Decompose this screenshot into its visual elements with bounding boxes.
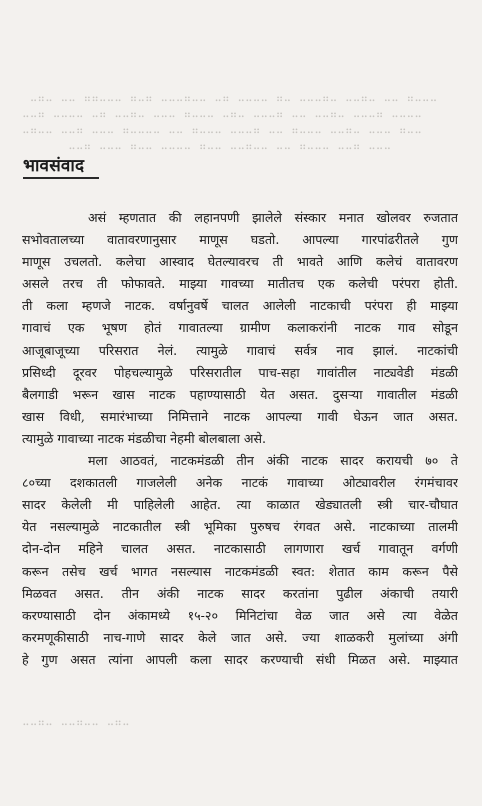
show-through-text-bottom: ⣀⣀⣤⣀⠀⣀⣀⣤⣀⣀⠀⣀⣤⣀⠀⠀ xyxy=(22,714,146,726)
text-line: करून तसेच खर्च भागत नसल्यास नाटकमंडळी स्वत: शेतात काम करून पैसे xyxy=(22,563,458,579)
body-text xyxy=(22,207,458,671)
text-line: असले तरच ती फोफावते. माझ्या गावच्या मातीतच एक कलेची परंपरा होती. xyxy=(22,276,458,292)
text-line: असं म्हणतात की लहानपणी झालेले संस्कार मनात खोलवर रुजतात xyxy=(88,210,458,225)
text-line: त्यामुळे गावाच्या नाटक मंडळीचा नेहमी बोलबाला असे. xyxy=(22,430,266,446)
text-line: येत नसल्यामुळे नाटकातील स्त्री भूमिका पुरुषच रंगवत असे. नाटकाच्या तालमी xyxy=(22,519,458,535)
section-heading: भावसंवाद xyxy=(23,156,85,176)
show-through-text-top: ⠀⣀⣤⣀⠀⣀⣀⠀⣤⣤⣀⣀⣀⠀⣤⣀⣤⠀⣀⣀⣀⣤⣀⣀⠀⣀⣤⠀⣀⣀⣀⣀⠀⣤⣀⠀⣀⣀⣀⣤⣀⠀⣀⣀⣤⣀⠀⣀⣀⠀⣤⣀⣀⣀ ⣀⣀⣤⠀⣀⣀⣀⣀⠀⣀⣤⠀⣀⣀⣤⣀⠀⣀⣀⣀⠀⣤⣀⣀⣀⠀⣀⣤⣀⠀⣀⣀⣀⣤⠀⣀⣀⠀⣀⣀⣤⣀⠀⣀⣀⣀⣤⠀⣀⣀⣀⣀ ⣀⣤⣀⣀⠀⣀⣀⣤⠀⣀⣀⣀⠀⣤⣀⣀⣀⣀⠀⣀⣀⠀⣤⣀⣀⣀⠀⣀⣀⣀⣤⠀⣀⣀⠀⣤⣀⣀⣀⠀⣀⣀⣤⣀⠀⣀⣀⣀⠀⣤⣀⣀ ⠀⠀⠀⠀⠀⠀⣀⣀⣤⠀⣀⣀⣀⠀⣤⣀⣀⠀⣀⣀⣀⣀⠀⣤⣀⣀⠀⣀⣀⣤⣀⣀⠀⣀⣀⠀⣤⣀⣀⣀⠀⣀⣀⣤⠀⣀⣀⣀ xyxy=(22,90,438,150)
text-line: माणूस उचलतो. कलेचा आस्वाद घेतल्यावरच ती भावते आणि कलेचं वातावरण xyxy=(22,254,458,270)
text-line: आजूबाजूच्या परिसरात नेलं. त्यामुळे गावाचं सर्वत्र नाव झालं. नाटकांची xyxy=(22,342,458,358)
text-line: बैलगाडी भरून खास नाटक पहाण्यासाठी येत असत. दुसऱ्या गावातील मंडळी xyxy=(22,386,458,402)
heading-underline xyxy=(23,177,99,179)
text-line: दोन-दोन महिने चालत असत. नाटकासाठी लागणारा खर्च गावातून वर्गणी xyxy=(22,541,458,557)
text-line: मला आठवतं, नाटकमंडळी तीन अंकी नाटक सादर करायची ७० ते xyxy=(88,453,458,469)
text-line: गावाचं एक भूषण होतं गावातल्या ग्रामीण कलाकरांनी नाटक गाव सोडून xyxy=(22,320,458,336)
text-line: करण्यासाठी दोन अंकामध्ये १५-२० मिनिटांचा वेळ जात असे त्या वेळेत xyxy=(22,607,458,623)
text-line: ती कला म्हणजे नाटक. वर्षानुवर्षे चालत आलेली नाटकाची परंपरा ही माझ्या xyxy=(22,298,458,314)
text-line: हे गुण असत त्यांना आपली कला सादर करण्याची संधी मिळत असे. माझ्यात xyxy=(22,651,458,667)
text-line: मिळवत असत. तीन अंकी नाटक सादर करतांना पुढील अंकाची तयारी xyxy=(22,585,458,601)
text-line: करमणूकीसाठी नाच-गाणे सादर केले जात असे. ज्या शाळकरी मुलांच्या अंगी xyxy=(22,629,458,645)
paragraph xyxy=(22,450,458,671)
text-line: खास विधी, समारंभाच्या निमित्ताने नाटक आपल्या गावी घेऊन जात असत. xyxy=(22,408,458,424)
text-line: ८०च्या दशकातली गाजलेली अनेक नाटकं गावाच्या ओट्यावरील रंगमंचावर xyxy=(22,475,458,491)
text-line: प्रसिध्दी दूरवर पोहचल्यामुळे परिसरातील पाच-सहा गावांतील नाट्यवेडी मंडळी xyxy=(22,364,458,380)
text-line: सादर केलेली मी पाहिलेली आहेत. त्या काळात खेड्यातली स्त्री चार-चौघात xyxy=(22,497,458,513)
paragraph xyxy=(22,207,458,450)
text-line: सभोवतालच्या वातावरणानुसार माणूस घडतो. आपल्या गारपांढरीतले गुण xyxy=(22,232,458,248)
